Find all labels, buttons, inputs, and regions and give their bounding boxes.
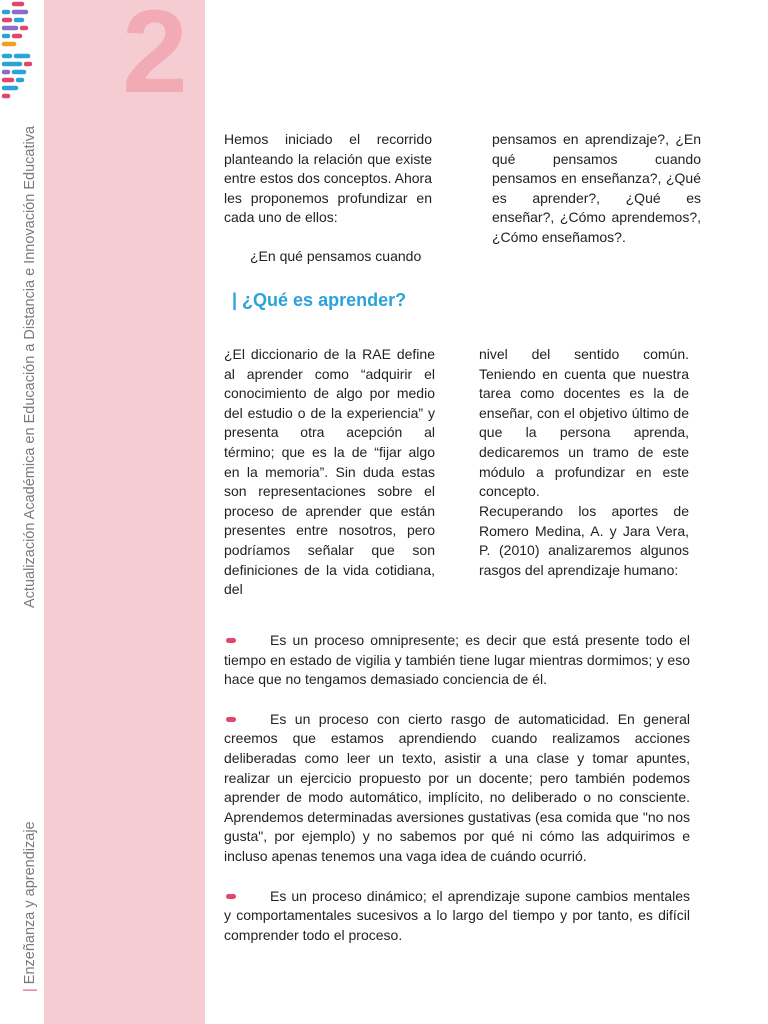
bullet-icon — [226, 638, 236, 643]
bullet-icon — [226, 894, 236, 899]
list-item: Es un proceso con cierto rasgo de automaticidad. En general creemos que estamos aprendiendo cuando realizamos acciones deliberadas como leer un texto, asistir a una clase y tomar apuntes, realizar un ejercicio propuesto por un docente; pero también podemos aprender de modo automático, implícito, no deliberado o no consciente. Aprendemos determinadas aversiones gustativas (esa comida que "no nos gusta", por ejemplo) y no sabemos por qué ni cómo las adquirimos e incluso apenas tenemos una vaga idea de cuándo ocurrió. — [224, 710, 690, 864]
intro-column-2: pensamos en aprendizaje?, ¿En qué pensamos cuando pensamos en enseñanza?, ¿Qué es aprender?, ¿Qué es enseñar?, ¿Cómo aprendemos?, ¿Cómo enseñamos?. — [492, 131, 701, 245]
section-column-1: ¿El diccionario de la RAE define al aprender como “adquirir el conocimiento de algo por medio del estudio o de la experiencia” y presenta otra acepción al término; que es la de “fijar algo en la memoria”. Sin duda estas son representaciones sobre el proceso de aprender que están presentes entre nosotros, pero podríamos señalar que son definiciones de la vida cotidiana, del — [224, 346, 435, 598]
section-column-2b: Recuperando los aportes de Romero Medina, A. y Jara Vera, P. (2010) analizaremos algunos rasgos del aprendizaje humano: — [479, 503, 689, 578]
bullet-icon — [226, 717, 236, 722]
section-label-text: Enzeñanza y aprendizaje — [22, 821, 38, 985]
section-heading: | ¿Qué es aprender? — [232, 290, 407, 310]
list-item: Es un proceso omnipresente; es decir que está presente todo el tiempo en estado de vigilia y también tiene lugar mientras dormimos; y eso hace que no tengamos demasiado conciencia de él. — [224, 632, 690, 688]
logo-dots-icon — [0, 0, 40, 100]
intro-column-1: Hemos iniciado el recorrido planteando la relación que existe entre estos dos conceptos. Ahora les proponemos profundizar en cada uno de ellos: — [224, 131, 432, 226]
section-column-2a: nivel del sentido común. Teniendo en cuenta que nuestra tarea como docentes es la de enseñar, con el objetivo último de que la persona aprenda, dedicaremos un tramo de este módulo a profundizar en este concepto. — [479, 346, 689, 500]
intro-column-1-continued: ¿En qué pensamos cuando — [250, 248, 422, 264]
pink-side-band — [44, 0, 205, 1024]
sidebar-title: Actualización Académica en Educación a Distancia e Innovación Educativa — [22, 125, 38, 608]
list-item: Es un proceso dinámico; el aprendizaje supone cambios mentales y comportamentales sucesivos a lo largo del tiempo y por tanto, es difícil comprender todo el proceso. — [224, 887, 690, 943]
section-label — [22, 821, 38, 992]
chapter-number: 2 — [122, 0, 188, 118]
section-bar: | — [22, 988, 38, 992]
features-list — [224, 631, 690, 965]
